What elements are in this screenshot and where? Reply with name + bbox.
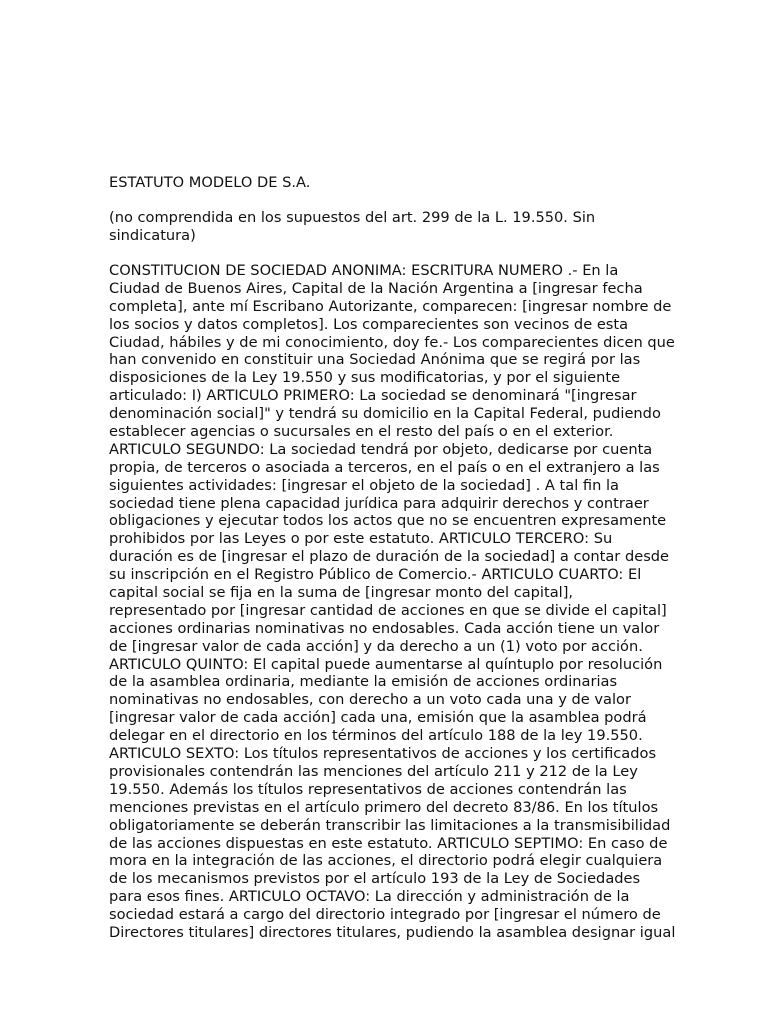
body-line: 19.550. Además los títulos representativos de acciones contendrán las xyxy=(109,780,627,798)
body-line: Directores titulares] directores titulares, pudiendo la asamblea designar igual xyxy=(109,923,676,941)
body-line: de los mecanismos previstos por el artículo 193 de la Ley de Sociedades xyxy=(109,870,641,888)
body-line: para esos fines. ARTICULO OCTAVO: La dirección y administración de la xyxy=(109,888,630,906)
subtitle-line: sindicatura) xyxy=(109,226,196,244)
body-line: nominativas no endosables, con derecho a un voto cada una y de valor xyxy=(109,691,631,709)
body-line: siguientes actividades: [ingresar el objeto de la sociedad] . A tal fin la xyxy=(109,476,619,494)
body-line: menciones previstas en el artículo primero del decreto 83/86. En los títulos xyxy=(109,798,659,816)
body-line: de las acciones dispuestas en este estatuto. ARTICULO SEPTIMO: En caso de xyxy=(109,834,668,852)
body-line: Ciudad, hábiles y de mi conocimiento, doy fe.- Los comparecientes dicen que xyxy=(109,333,675,351)
body-line: [ingresar valor de cada acción] cada una, emisión que la asamblea podrá xyxy=(109,709,647,727)
body-line: los socios y datos completos]. Los comparecientes son vecinos de esta xyxy=(109,315,629,333)
body-line: representado por [ingresar cantidad de acciones en que se divide el capital] xyxy=(109,601,667,619)
subtitle-line: (no comprendida en los supuestos del art. 299 de la L. 19.550. Sin xyxy=(109,209,596,226)
body-line: articulado: I) ARTICULO PRIMERO: La sociedad se denominará "[ingresar xyxy=(109,387,637,405)
body-line: sociedad estará a cargo del directorio integrado por [ingresar el número de xyxy=(109,906,661,924)
body-line: CONSTITUCION DE SOCIEDAD ANONIMA: ESCRITURA NUMERO .- En la xyxy=(109,262,619,279)
body-line: de la asamblea ordinaria, mediante la emisión de acciones ordinarias xyxy=(109,673,618,691)
body-line: ARTICULO SEGUNDO: La sociedad tendrá por objeto, dedicarse por cuenta xyxy=(109,440,653,458)
body-line: mora en la integración de las acciones, el directorio podrá elegir cualquiera xyxy=(109,852,663,870)
document-title: ESTATUTO MODELO DE S.A. xyxy=(109,174,311,191)
body-line: prohibidos por las Leyes o por este estatuto. ARTICULO TERCERO: Su xyxy=(109,530,613,548)
body-line: provisionales contendrán las menciones del artículo 211 y 212 de la Ley xyxy=(109,762,638,780)
body-line: obligatoriamente se deberán transcribir las limitaciones a la transmisibilidad xyxy=(109,816,671,834)
body-line: propia, de terceros o asociada a terceros, en el país o en el extranjero a las xyxy=(109,458,660,476)
body-line: ARTICULO QUINTO: El capital puede aumentarse al quíntuplo por resolución xyxy=(109,655,663,673)
body-line: duración es de [ingresar el plazo de duración de la sociedad] a contar desde xyxy=(109,548,670,566)
body-line: delegar en el directorio en los términos del artículo 188 de la ley 19.550. xyxy=(109,727,643,745)
body-line: sociedad tiene plena capacidad jurídica para adquirir derechos y contraer xyxy=(109,494,649,512)
body-line: capital social se fija en la suma de [ingresar monto del capital], xyxy=(109,584,574,602)
body-line: de [ingresar valor de cada acción] y da derecho a un (1) voto por acción. xyxy=(109,637,643,655)
body-line: denominación social]" y tendrá su domicilio en la Capital Federal, pudiendo xyxy=(109,405,661,423)
body-line: han convenido en constituir una Sociedad Anónima que se regirá por las xyxy=(109,351,641,369)
body-line: obligaciones y ejecutar todos los actos que no se encuentren expresamente xyxy=(109,512,667,530)
document-body xyxy=(109,262,719,942)
body-line: establecer agencias o sucursales en el resto del país o en el exterior. xyxy=(109,423,614,441)
body-line: Ciudad de Buenos Aires, Capital de la Nación Argentina a [ingresar fecha xyxy=(109,279,643,297)
body-line: ARTICULO SEXTO: Los títulos representativos de acciones y los certificados xyxy=(109,745,657,763)
document-subtitle xyxy=(109,209,719,245)
body-line: disposiciones de la Ley 19.550 y sus modificatorias, y por el siguiente xyxy=(109,369,621,387)
body-line: su inscripción en el Registro Público de Comercio.- ARTICULO CUARTO: El xyxy=(109,566,642,584)
body-line: acciones ordinarias nominativas no endosables. Cada acción tiene un valor xyxy=(109,619,660,637)
body-line: completa], ante mí Escribano Autorizante, comparecen: [ingresar nombre de xyxy=(109,297,672,315)
